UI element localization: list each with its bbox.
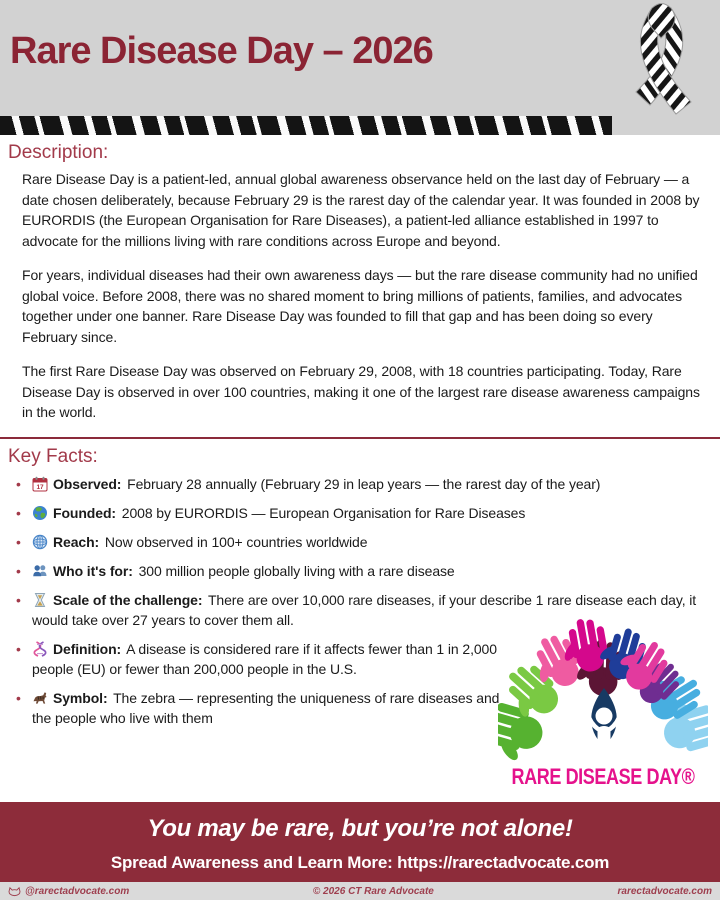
footer-website: rarectadvocate.com <box>617 885 712 897</box>
calendar-17-icon <box>32 476 48 492</box>
zebra-icon <box>32 690 48 706</box>
svg-text:17: • 17 <box>36 483 44 491</box>
key-fact-item: • Founded: 2008 by EURORDIS — European Organisation for Rare Diseases <box>10 503 720 523</box>
rare-disease-day-hands-graphic <box>498 604 708 796</box>
header <box>0 0 720 135</box>
description-paragraph: The first Rare Disease Day was observed on February 29, 2008, with 18 countries participating. Today, Rare Disease Day is observed in over 100 countries, making it one of the largest rare disease awareness campaigns in the world. <box>22 363 700 420</box>
rare-disease-day-wordmark: RARE DISEASE DAY® <box>511 765 695 790</box>
zebra-head-icon <box>8 886 21 897</box>
rare-disease-day-logo <box>498 604 708 801</box>
zebra-stripe-band <box>0 116 612 135</box>
page-title: Rare Disease Day – 2026 <box>10 30 433 72</box>
hourglass-icon <box>32 592 48 608</box>
description-paragraph: Rare Disease Day is a patient-led, annual global awareness observance held on the last day of February — a date chosen deliberately, because February 29 is the rarest day of the calendar year. It was founded in 2008 by EURORDIS (the European Organisation for Rare Diseases), a patient-led alliance established in 1997 to advocate for the millions living with rare conditions across Europe and beyond. <box>22 171 700 249</box>
key-fact-item: • 17 Observed: February 28 annually (February 29 in leap years — the rarest day of the year) <box>10 474 720 494</box>
footer-copyright: © 2026 CT Rare Advocate <box>312 885 434 897</box>
key-facts-heading: Key Facts: <box>8 445 98 467</box>
awareness-banner <box>0 802 720 882</box>
description-section <box>0 142 720 423</box>
banner-learn-more: Spread Awareness and Learn More: https://rarectadvocate.com <box>110 853 610 872</box>
key-fact-item: • Symbol: The zebra — representing the uniqueness of rare diseases and the people who live with them <box>10 688 500 728</box>
key-fact-item: • Reach: Now observed in 100+ countries worldwide <box>10 532 720 552</box>
key-fact-item: • Definition: A disease is considered rare if it affects fewer than 1 in 2,000 people (EU) or fewer than 200,000 people in the U.S. <box>10 639 500 679</box>
footer <box>0 882 720 900</box>
key-fact-item: • Who it's for: 300 million people globally living with a rare disease <box>10 561 720 581</box>
section-divider <box>0 437 720 439</box>
description-paragraph: For years, individual diseases had their own awareness days — but the rare disease community had no unified global voice. Before 2008, there was no shared moment to bring millions of patients, families, and advocates together under one banner. Rare Disease Day was founded to fill that gap and has been doing so every February since. <box>22 267 698 345</box>
zebra-awareness-ribbon-icon <box>614 2 714 122</box>
dna-icon <box>32 641 48 657</box>
description-heading: Description: <box>8 142 109 163</box>
footer-handle: @rarectadvocate.com <box>25 885 130 897</box>
globe-grid-icon <box>32 534 48 550</box>
people-icon <box>32 563 48 579</box>
key-fact-item: • Scale of the challenge: There are over 10,000 rare diseases, if your describe 1 rare disease each day, it would take over 27 years to cover them all. <box>10 590 720 630</box>
banner-slogan: You may be rare, but you’re not alone! <box>147 815 573 842</box>
globe-icon <box>32 505 48 521</box>
footer-left <box>8 886 129 897</box>
